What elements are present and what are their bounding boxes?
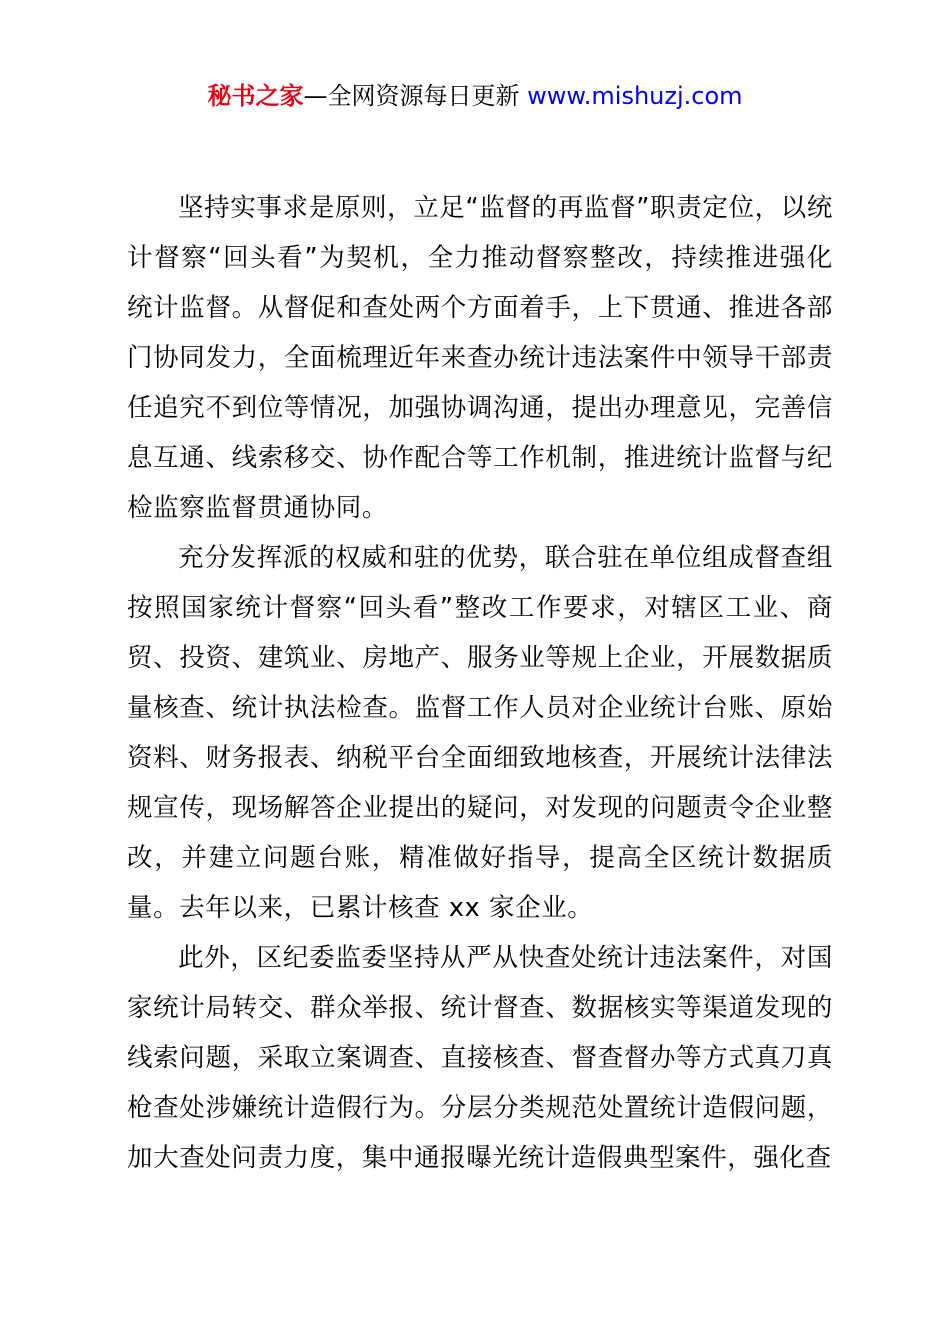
brand-name: 秘书之家: [207, 82, 304, 110]
paragraph-3: 此外，区纪委监委坚持从严从快查处统计违法案件，对国家统计局转交、群众举报、统计督查、数据核实等渠道发现的线索问题，采取立案调查、直接核查、督查督办等方式真刀真枪查处涉嫌统计造假行为。分层分类规范处置统计造假问题，加大查处问责力度，集中通报曝光统计造假典型案件，强化查: [127, 943, 833, 1173]
header-tagline: —全网资源每日更新: [303, 82, 528, 110]
paragraph-2: 充分发挥派的权威和驻的优势，联合驻在单位组成督查组按照国家统计督察“回头看”整改工作要求，对辖区工业、商贸、投资、建筑业、房地产、服务业等规上企业，开展数据质量核查、统计执法检查。监督工作人员对企业统计台账、原始资料、财务报表、纳税平台全面细致地核查，开展统计法律法规宣传，现场解答企业提出的疑问，对发现的问题责令企业整改，并建立问题台账，精准做好指导，提高全区统计数据质量。去年以来，已累计核查 xx 家企业。: [127, 543, 833, 923]
document-body: [127, 183, 833, 1183]
page-header: [0, 78, 950, 114]
paragraph-1: 坚持实事求是原则，立足“监督的再监督”职责定位，以统计督察“回头看”为契机，全力推动督察整改，持续推进强化统计监督。从督促和查处两个方面着手，上下贯通、推进各部门协同发力，全面梳理近年来查办统计违法案件中领导干部责任追究不到位等情况，加强协调沟通，提出办理意见，完善信息互通、线索移交、协作配合等工作机制，推进统计监督与纪检监察监督贯通协同。: [127, 193, 833, 523]
site-url-link[interactable]: www.mishuzj.com: [527, 82, 743, 110]
